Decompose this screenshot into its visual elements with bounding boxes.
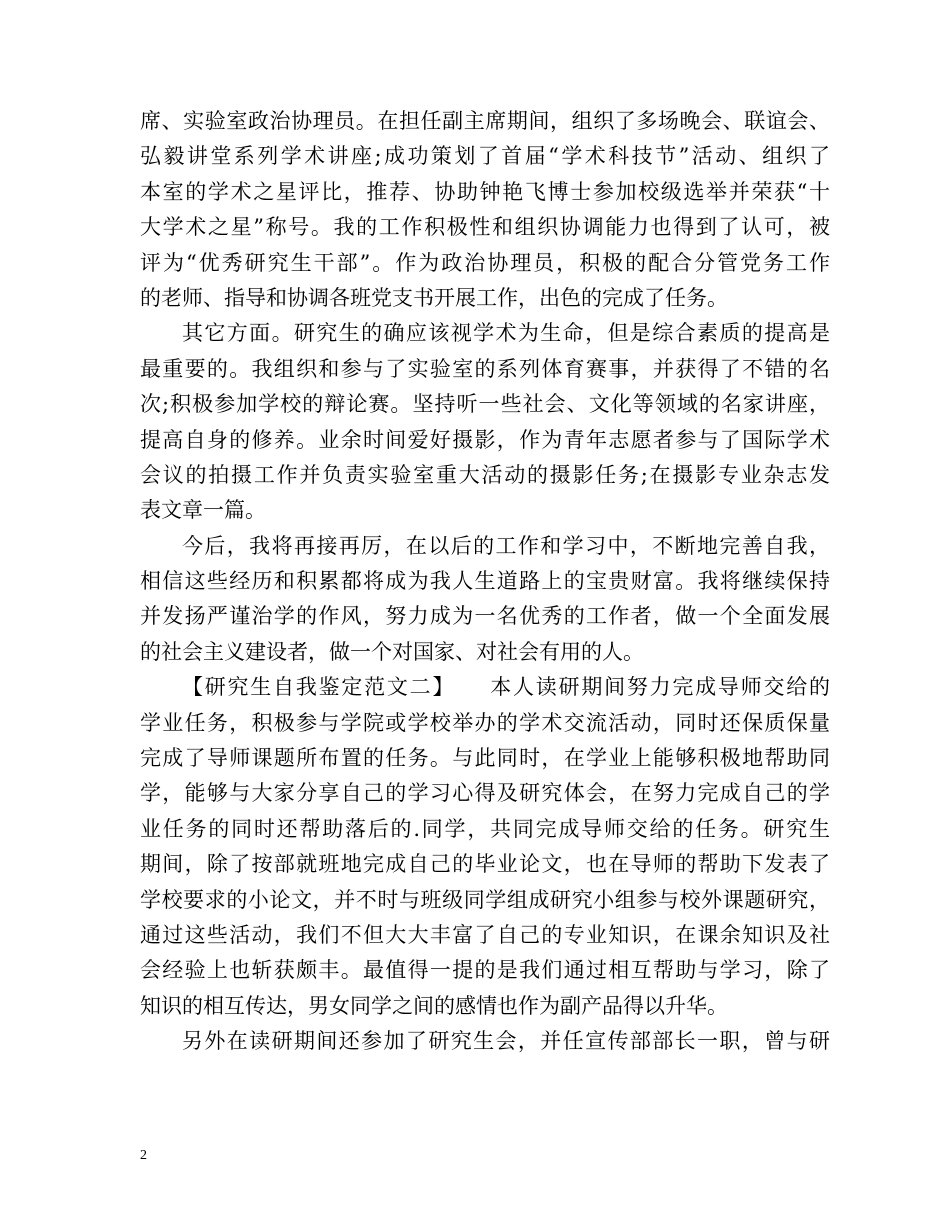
text-line: 评为“优秀研究生干部”。作为政治协理员，积极的配合分管党务工作 bbox=[140, 250, 830, 275]
text-line: 大学术之星”称号。我的工作积极性和组织协调能力也得到了认可，被 bbox=[140, 215, 830, 240]
text-line: 【研究生自我鉴定范文二】 本人读研期间努力完成导师交给的 bbox=[182, 675, 830, 700]
text-line: 今后，我将再接再厉，在以后的工作和学习中，不断地完善自我， bbox=[182, 533, 830, 558]
text-line: 表文章一篇。 bbox=[140, 498, 266, 523]
text-line: 席、实验室政治协理员。在担任副主席期间，组织了多场晚会、联谊会、 bbox=[140, 109, 830, 133]
body-text bbox=[140, 104, 830, 1060]
text-line: 学校要求的小论文，并不时与班级同学组成研究小组参与校外课题研究， bbox=[140, 887, 830, 912]
text-line: 通过这些活动，我们不但大大丰富了自己的专业知识，在课余知识及社 bbox=[140, 922, 830, 947]
text-line: 的社会主义建设者，做一个对国家、对社会有用的人。 bbox=[140, 639, 644, 664]
text-line: 业任务的同时还帮助落后的.同学，共同完成导师交给的任务。研究生 bbox=[140, 816, 830, 841]
text-line: 期间，除了按部就班地完成自己的毕业论文，也在导师的帮助下发表了 bbox=[140, 852, 830, 877]
text-line: 弘毅讲堂系列学术讲座;成功策划了首届“学术科技节”活动、组织了 bbox=[140, 144, 830, 169]
text-line: 知识的相互传达，男女同学之间的感情也作为副产品得以升华。 bbox=[140, 993, 728, 1018]
text-line: 学业任务，积极参与学院或学校举办的学术交流活动，同时还保质保量 bbox=[140, 710, 830, 735]
text-line: 次;积极参加学校的辩论赛。坚持听一些社会、文化等领域的名家讲座， bbox=[140, 392, 830, 417]
page-number: 2 bbox=[140, 1148, 147, 1163]
text-line: 本室的学术之星评比，推荐、协助钟艳飞博士参加校级选举并荣获“十 bbox=[140, 179, 830, 204]
text-line: 会经验上也斩获颇丰。最值得一提的是我们通过相互帮助与学习，除了 bbox=[140, 958, 830, 983]
text-line: 完成了导师课题所布置的任务。与此同时，在学业上能够积极地帮助同 bbox=[140, 746, 830, 771]
text-line: 的老师、指导和协调各班党支书开展工作，出色的完成了任务。 bbox=[140, 285, 728, 310]
text-line: 相信这些经历和积累都将成为我人生道路上的宝贵财富。我将继续保持 bbox=[140, 569, 830, 594]
text-line: 提高自身的修养。业余时间爱好摄影，作为青年志愿者参与了国际学术 bbox=[140, 427, 830, 452]
text-line: 另外在读研期间还参加了研究生会，并任宣传部部长一职，曾与研 bbox=[182, 1029, 830, 1054]
text-line: 学，能够与大家分享自己的学习心得及研究体会，在努力完成自己的学 bbox=[140, 781, 830, 806]
text-line: 其它方面。研究生的确应该视学术为生命，但是综合素质的提高是 bbox=[182, 321, 830, 346]
text-line: 会议的拍摄工作并负责实验室重大活动的摄影任务;在摄影专业杂志发 bbox=[140, 462, 830, 487]
text-line: 并发扬严谨治学的作风，努力成为一名优秀的工作者，做一个全面发展 bbox=[140, 604, 830, 629]
text-line: 最重要的。我组织和参与了实验室的系列体育赛事，并获得了不错的名 bbox=[140, 356, 830, 381]
